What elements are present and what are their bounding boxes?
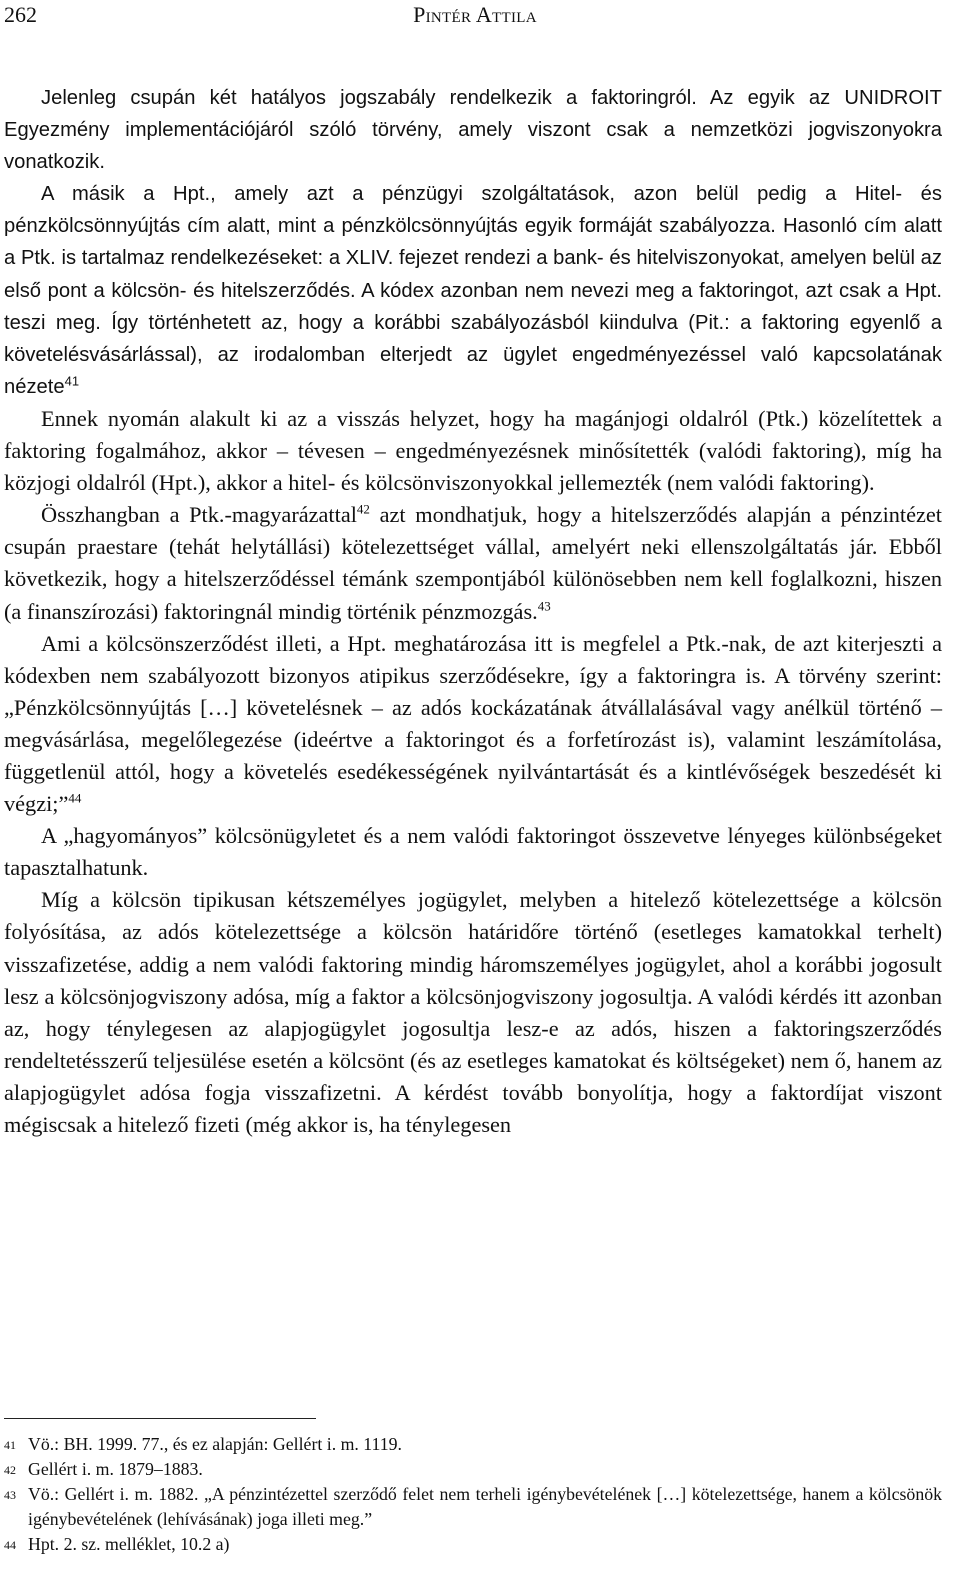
paragraph [4,82,942,178]
paragraph [4,820,942,884]
paragraph [4,628,942,821]
paragraph-text: Míg a kölcsön tipikusan kétszemélyes jogügylet, melyben a hitelező kötelezettsége a kölcsön folyósítása, az adós kötelezettsége a kölcsön határidőre történő (esetleges kamatokkal terhelt) visszafizetése, addig a nem valódi faktoring mindig háromszemélyes jogügylet, ahol a korábbi jogosult lesz a kölcsönjogviszony adósa, míg a faktor a kölcsönjogviszony jogosultja. A valódi kérdés itt azonban az, hogy ténylegesen az alapjogügylet jogosultja lesz-e az adós, hiszen a faktoringszerződés rendeltetésszerű teljesülése esetén a kölcsönt (és az esetleges kamatokat és költségeket) nem ő, hanem az alapjogügylet adósa fogja visszafizetni. A kérdést tovább bonyolítja, hogy a faktordíjat viszont mégiscsak a hitelező fizeti (még akkor is, ha ténylegesen [4,887,942,1137]
paragraph [4,884,942,1141]
paragraph-text: A „hagyományos” kölcsönügyletet és a nem valódi faktoringot összevetve lényeges különbségeket tapasztalhatunk. [4,823,942,881]
footnote-text: Gellért i. m. 1879–1883. [28,1459,203,1479]
footnote [4,1457,942,1482]
paragraph-text: Ami a kölcsönszerződést illeti, a Hpt. meghatározása itt is megfelel a Ptk.-nak, de azt kiterjeszti a kódexben nem szabályozott bizonyos atipikus szerződésekre, így a faktoringra is. A törvény szerint: „Pénzkölcsönnyújtás […] követelésnek – az adós kockázatának átvállalásával vagy anélkül történő – megvásárlása, megelőlegezése (ideértve a faktoringot és a forfetírozást is), valamint leszámítolása, függetlenül attól, hogy a követelés esedékességének nyilvántartását és a kintlévőségek beszedését ki végzi;” [4,630,942,817]
footnote-reference: 43 [537,598,551,614]
footnote-number: 44 [4,1538,16,1552]
body-text [4,82,942,1141]
footnote-reference: 42 [356,501,370,517]
footnote-rule [4,1418,316,1419]
paragraph-text: azt mondhatjuk, hogy a hitelszerződés alapján a pénzintézet csupán praestare (tehát helytállási) kötelezettséget vállal, amelyért neki ellenszolgáltatás jár. Ebből következik, hogy a hitelszerződéssel témánk szempontjából különösebben nem kell foglalkozni, hiszen (a finanszírozási) faktoringnál mindig történik pénzmozgás. [4,502,942,624]
footnote [4,1432,942,1457]
footnote-text: Hpt. 2. sz. melléklet, 10.2 a) [28,1534,230,1554]
footnote-text: Vö.: Gellért i. m. 1882. „A pénzintézettel szerződő felet nem terheli igénybevételének […] kötelezettsége, hanem a kölcsönök igénybevételének (lehívásának) joga illeti meg.” [28,1484,942,1529]
footnote-number: 41 [4,1438,16,1452]
footnote [4,1482,942,1532]
page-number: 262 [4,2,37,27]
paragraph [4,499,942,627]
footnote-reference: 41 [64,373,80,389]
running-head: Pintér Attila [413,2,537,27]
paragraph [4,403,942,499]
footnote-number: 42 [4,1463,16,1477]
paragraph-text: Jelenleg csupán két hatályos jogszabály rendelkezik a faktoringról. Az egyik az UNIDROIT Egyezmény implementációjáról szóló törvény, amely viszont csak a nemzetközi jogviszonyokra vonatkozik. [4,87,942,174]
paragraph-text: Összhangban a Ptk.-magyarázattal [41,502,357,528]
footnotes [4,1432,942,1557]
footnote-number: 43 [4,1488,16,1502]
footnote [4,1532,942,1557]
paragraph [4,178,942,403]
footnote-reference: 44 [68,790,82,806]
paragraph-text: A másik a Hpt., amely azt a pénzügyi szolgáltatások, azon belül pedig a Hitel- és pénzkölcsönnyújtás cím alatt, mint a pénzkölcsönnyújtás egyik formáját szabályozza. Hasonló cím alatt a Ptk. is tartalmaz rendelkezéseket: a XLIV. fejezet rendezi a bank- és hitelviszonyokat, amelyen belül az első pont a kölcsön- és hitelszerződés. A kódex azonban nem nevezi meg a faktoringot, azt csak a Hpt. teszi meg. Így történhetett az, hogy a korábbi szabályozásból kiindulva (Pit.: a faktoring egyenlő a követelésvásárlással), az irodalomban elterjedt az ügylet engedményezéssel való kapcsolatának nézete [4,183,942,398]
page-header [4,2,946,32]
paragraph-text: Ennek nyomán alakult ki az a visszás helyzet, hogy ha magánjogi oldalról (Ptk.) közelítettek a faktoring fogalmához, akkor – tévesen – engedményezésnek minősítették (valódi faktoring), míg ha közjogi oldalról (Hpt.), akkor a hitel- és kölcsönviszonyokkal jellemezték (nem valódi faktoring). [4,405,942,496]
footnote-text: Vö.: BH. 1999. 77., és ez alapján: Gellért i. m. 1119. [28,1434,402,1454]
